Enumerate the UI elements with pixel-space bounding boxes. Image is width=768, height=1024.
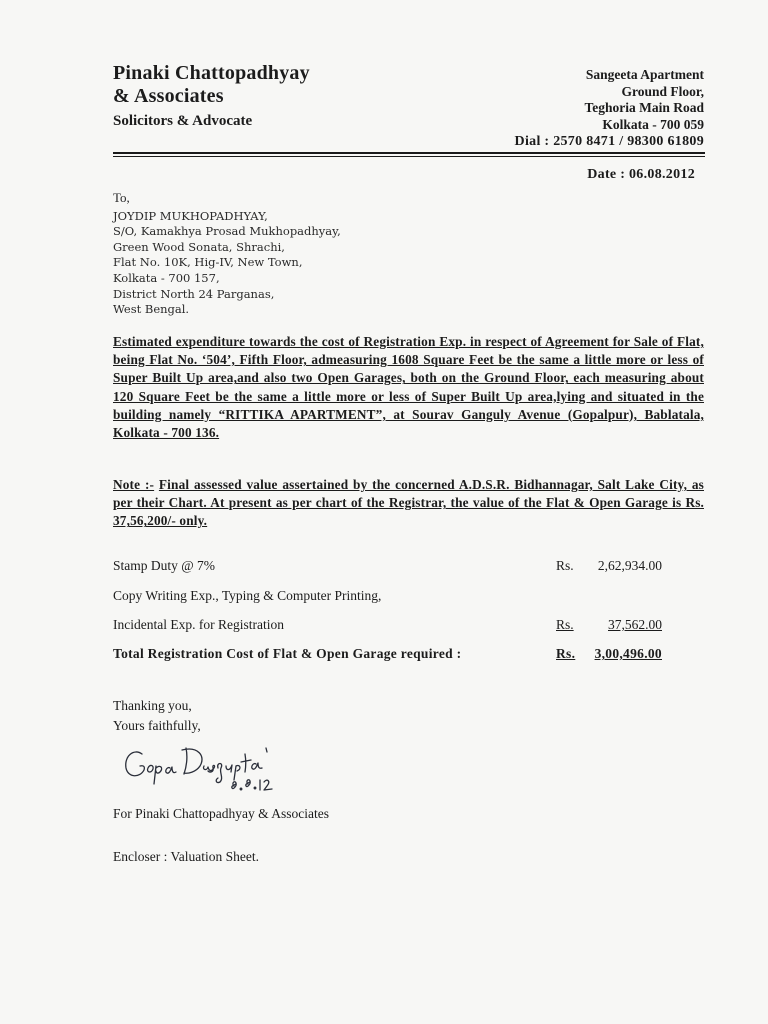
expense-amount: 37,562.00 xyxy=(608,617,662,632)
closing-block xyxy=(113,696,201,736)
firm-name-line2: & Associates xyxy=(113,85,224,107)
firm-name-line1: Pinaki Chattopadhyay xyxy=(113,62,310,84)
header-rule-thin xyxy=(113,156,705,157)
expense-label: Copy Writing Exp., Typing & Computer Printing, xyxy=(113,588,382,603)
handwritten-signature xyxy=(120,738,290,796)
sign-off-line: Yours faithfully, xyxy=(113,718,201,733)
thanking-line: Thanking you, xyxy=(113,698,192,713)
recipient-line: S/O, Kamakhya Prosad Mukhopadhyay, xyxy=(113,224,341,239)
recipient-line: West Bengal. xyxy=(113,302,190,317)
expense-currency: Rs. xyxy=(556,558,574,573)
subject-paragraph: Estimated expenditure towards the cost of Registration Exp. in respect of Agreement for Sale of Flat, being Flat No. ‘504’, Fifth Floor, admeasuring 1608 Square Feet be the same a little more or less of Super Built Up area,and also two Open Garages, both on the Ground Floor, each measuring about 120 Square Feet be the same a little more or less of Super Built Up area,lying and situated in the building namely “RITTIKA APARTMENT”, at Sourav Ganguly Avenue (Gopalpur), Bablatala, Kolkata - 700 136. xyxy=(113,334,704,441)
recipient-line: Flat No. 10K, Hig-IV, New Town, xyxy=(113,255,303,270)
address-line: Sangeeta Apartment xyxy=(585,67,704,82)
enclosure-line: Encloser : Valuation Sheet. xyxy=(113,849,259,864)
to-label: To, xyxy=(113,190,130,205)
expense-label: Stamp Duty @ 7% xyxy=(113,558,216,573)
expense-label: Incidental Exp. for Registration xyxy=(113,617,284,632)
recipient-block xyxy=(113,190,341,318)
address-line: Teghoria Main Road xyxy=(584,100,704,115)
address-line: Kolkata - 700 059 xyxy=(602,116,704,132)
dial-numbers: Dial : 2570 8471 / 98300 61809 xyxy=(514,134,704,149)
recipient-line: JOYDIP MUKHOPADHYAY, xyxy=(113,208,268,223)
recipient-line: District North 24 Parganas, xyxy=(113,286,275,301)
total-amount: 3,00,496.00 xyxy=(594,646,662,661)
recipient-line: Green Wood Sonata, Shrachi, xyxy=(113,239,285,254)
recipient-line: Kolkata - 700 157, xyxy=(113,270,220,285)
note-paragraph xyxy=(113,476,704,531)
address-line: Ground Floor, xyxy=(621,83,704,99)
expense-currency: Rs. xyxy=(556,617,574,632)
expense-amount: 2,62,934.00 xyxy=(597,558,662,573)
firm-address xyxy=(515,67,704,151)
note-label: Note :- xyxy=(113,477,155,492)
header-rule-thick xyxy=(113,152,705,154)
note-text: Final assessed value assertained by the concerned A.D.S.R. Bidhannagar, Salt Lake City, as per their Chart. At present as per chart of the Registrar, the value of the Flat & Open Garage is Rs. 37,56,200/- only. xyxy=(113,477,704,529)
for-firm-line: For Pinaki Chattopadhyay & Associates xyxy=(113,806,329,821)
firm-block xyxy=(113,62,310,130)
firm-subtitle: Solicitors & Advocate xyxy=(113,113,253,129)
letter-date: Date : 06.08.2012 xyxy=(587,167,695,182)
total-label: Total Registration Cost of Flat & Open Garage required : xyxy=(113,646,462,661)
total-currency: Rs. xyxy=(556,646,576,661)
